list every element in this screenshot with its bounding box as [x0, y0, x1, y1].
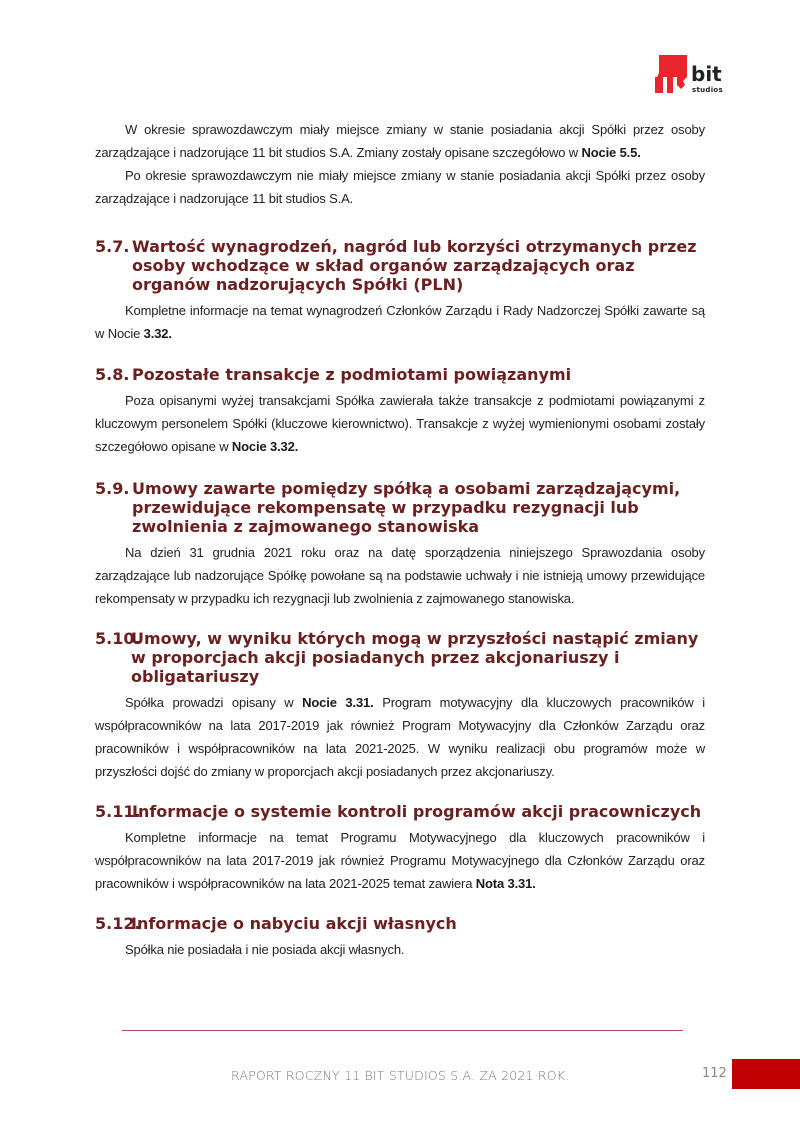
section-paragraph: Kompletne informacje na temat wynagrodzeń Członków Zarządu i Rady Nadzorczej Spółki zawarte są w Nocie 3.32.: [95, 303, 705, 341]
intro-paragraph-1: W okresie sprawozdawczym miały miejsce zmiany w stanie posiadania akcji Spółki przez osoby zarządzające i nadzorujące 11 bit studios S.A. Zmiany zostały opisane szczegółowo w Nocie 5.5.: [95, 122, 705, 160]
section-paragraph: Kompletne informacje na temat Programu Motywacyjnego dla kluczowych pracowników i współpracowników na lata 2017-2019 jak również Programu Motywacyjnego dla Członków Zarządu oraz pracowników i współpracowników na lata 2021-2025 temat zawiera Nota 3.31.: [95, 830, 705, 891]
intro-paragraph-2: Po okresie sprawozdawczym nie miały miejsce zmiany w stanie posiadania akcji Spółki przez osoby zarządzające i nadzorujące 11 bit studios S.A.: [95, 168, 705, 206]
svg-text:bit: bit: [691, 62, 722, 86]
footer-divider: [122, 1030, 683, 1031]
section-paragraph: Poza opisanymi wyżej transakcjami Spółka zawierała także transakcje z podmiotami powiązanymi z kluczowym personelem Spółki (kluczowe kierownictwo). Transakcje z wyżej wymienionymi osobami zostały szczegółowo opisane w Nocie 3.32.: [95, 393, 705, 454]
document-body: [95, 118, 705, 961]
section-5-7: [95, 237, 705, 345]
section-paragraph: Spółka prowadzi opisany w Nocie 3.31. Program motywacyjny dla kluczowych pracowników i współpracowników na lata 2017-2019 jak również Program Motywacyjny dla Członków Zarządu oraz pracowników i współpracowników na lata 2021-2025. W wyniku realizacji obu programów może w przyszłości dojść do zmiany w proporcjach akcji posiadanych przez akcjonariuszy.: [95, 695, 705, 779]
footer-report-title: RAPORT ROCZNY 11 BIT STUDIOS S.A. ZA 2021 ROK.: [231, 1068, 570, 1083]
11-bit-studios-logo-icon: [655, 55, 735, 99]
section-5-10: [95, 629, 705, 783]
section-heading: 5.10. Umowy, w wyniku których mogą w przyszłości nastąpić zmiany w proporcjach akcji posiadanych przez akcjonariuszy i obligatariuszy: [95, 629, 699, 686]
page-accent-block: [732, 1059, 800, 1089]
section-5-9: [95, 479, 705, 610]
section-5-11: [95, 802, 705, 895]
section-5-12: [95, 914, 705, 961]
company-logo: [655, 55, 735, 99]
section-heading: 5.12. Informacje o nabyciu akcji własnych: [95, 914, 457, 933]
section-heading: 5.9. Umowy zawarte pomiędzy spółką a osobami zarządzającymi, przewidujące rekompensatę w przypadku rezygnacji lub zwolnienia z zajmowanego stanowiska: [95, 479, 681, 536]
section-paragraph: Spółka nie posiadała i nie posiada akcji własnych.: [125, 942, 405, 957]
section-heading: 5.8. Pozostałe transakcje z podmiotami powiązanymi: [95, 365, 572, 384]
section-5-8: [95, 365, 705, 458]
page-number: 112: [702, 1066, 727, 1081]
section-paragraph: Na dzień 31 grudnia 2021 roku oraz na datę sporządzenia niniejszego Sprawozdania osoby zarządzające lub nadzorujące Spółkę powołane są na podstawie uchwały i nie istnieją umowy przewidujące rekompensaty w przypadku ich rezygnacji lub zwolnienia z zajmowanego stanowiska.: [95, 545, 705, 606]
svg-text:studios: studios: [692, 86, 723, 94]
section-heading: 5.7. Wartość wynagrodzeń, nagród lub korzyści otrzymanych przez osoby wchodzące w skład organów zarządzających oraz organów nadzorujących Spółki (PLN): [95, 237, 697, 294]
section-heading: 5.11. Informacje o systemie kontroli programów akcji pracowniczych: [95, 802, 702, 821]
